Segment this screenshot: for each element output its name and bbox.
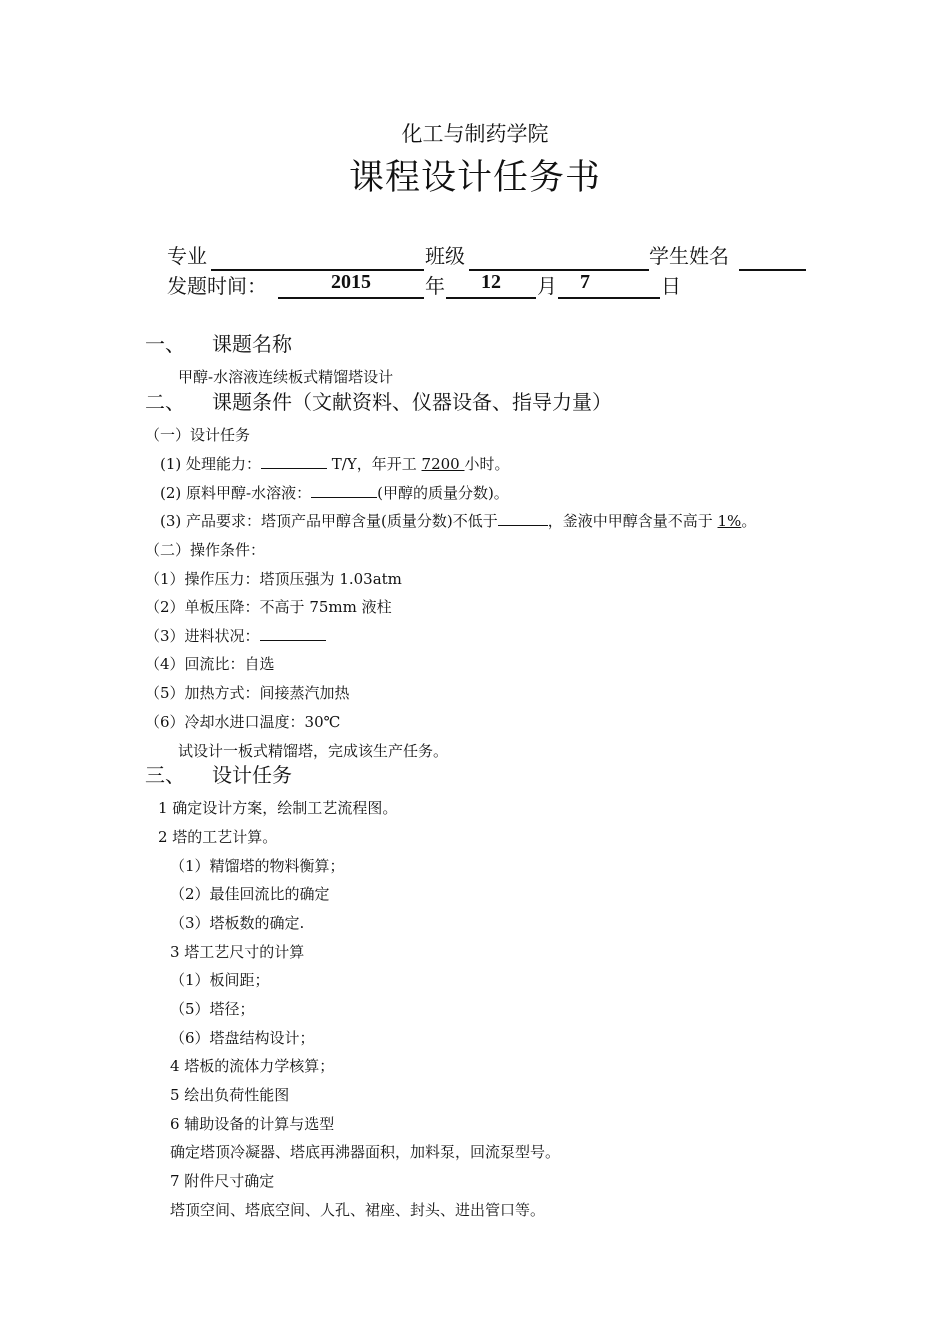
student-name-field[interactable] [739, 247, 806, 271]
item-feed-note: (甲醇的质量分数)。 [377, 484, 509, 502]
task-line: 6 辅助设备的计算与选型 [170, 1115, 335, 1133]
task-line: （1）板间距； [170, 971, 270, 989]
item-capacity-unit: T/Y，年开工 [327, 455, 422, 473]
item-product-label: (3) 产品要求：塔顶产品甲醇含量(质量分数)不低于 [160, 512, 498, 530]
condition-cooling-water: （6）冷却水进口温度：30℃ [145, 713, 341, 731]
capacity-blank[interactable] [261, 454, 327, 469]
item-product-suffix: 。 [741, 512, 757, 530]
class-field[interactable] [469, 247, 649, 271]
task-line: （2）最佳回流比的确定 [170, 885, 330, 903]
task-line: 4 塔板的流体力学核算； [170, 1057, 335, 1075]
item-product-mid: ，釜液中甲醇含量不高于 [547, 512, 718, 530]
student-name-label: 学生姓名 [649, 244, 729, 268]
day-value[interactable] [558, 271, 660, 299]
section2-number: 二、 [145, 390, 185, 414]
section1-heading: 课题名称 [212, 332, 292, 356]
bottoms-limit: 1% [717, 512, 742, 530]
subsection-design-task: （一）设计任务 [145, 426, 251, 444]
section1-number: 一、 [145, 332, 185, 356]
section3-heading: 设计任务 [212, 763, 292, 787]
task-line: （5）塔径； [170, 1000, 255, 1018]
condition-reflux: （4）回流比：自选 [145, 655, 275, 673]
item-capacity [160, 453, 510, 474]
item-feed-label: (2) 原料甲醇-水溶液： [160, 484, 312, 502]
task-line: （6）塔盘结构设计； [170, 1029, 315, 1047]
item-capacity-suffix: 小时。 [464, 455, 510, 473]
task-line: 7 附件尺寸确定 [170, 1172, 275, 1190]
task-line: 确定塔顶冷凝器、塔底再沸器面积，加料泵，回流泵型号。 [170, 1143, 561, 1161]
day-text: 7 [580, 271, 590, 293]
item-capacity-label: (1) 处理能力： [160, 455, 262, 473]
month-unit: 月 [537, 274, 557, 298]
month-value[interactable]: 12 [446, 271, 536, 299]
section1-text: 甲醇-水溶液连续板式精馏塔设计 [178, 368, 394, 386]
college-name: 化工与制药学院 [401, 122, 549, 146]
condition-feed-state [145, 625, 326, 646]
condition-feed-state-label: （3）进料状况： [145, 627, 260, 645]
task-line: 3 塔工艺尺寸的计算 [170, 943, 305, 961]
item-product [160, 510, 756, 531]
year-value[interactable]: 2015 [278, 271, 424, 299]
task-line: 5 绘出负荷性能图 [170, 1086, 290, 1104]
major-field[interactable] [211, 247, 424, 271]
day-unit: 日 [661, 274, 681, 298]
year-unit: 年 [425, 274, 445, 298]
task-line: 2 塔的工艺计算。 [158, 828, 278, 846]
task-line: 1 确定设计方案，绘制工艺流程图。 [158, 799, 398, 817]
task-line: 塔顶空间、塔底空间、人孔、裙座、封头、进出管口等。 [170, 1201, 546, 1219]
condition-heating: （5）加热方式：间接蒸汽加热 [145, 684, 350, 702]
feed-state-blank[interactable] [260, 626, 326, 641]
subsection-operating-conditions: （二）操作条件： [145, 541, 266, 559]
operating-hours: 7200 [421, 455, 465, 473]
section2-heading: 课题条件（文献资料、仪器设备、指导力量） [212, 390, 612, 414]
product-purity-blank[interactable] [498, 511, 548, 526]
item-feed [160, 482, 509, 503]
feed-blank[interactable] [311, 483, 377, 498]
section2-closing: 试设计一板式精馏塔，完成该生产任务。 [178, 742, 449, 760]
condition-pressure-drop: （2）单板压降：不高于 75mm 液柱 [145, 598, 392, 616]
task-line: （3）塔板数的确定. [170, 914, 305, 932]
document-title: 课程设计任务书 [348, 158, 601, 198]
section3-number: 三、 [145, 763, 185, 787]
class-label: 班级 [425, 244, 465, 268]
task-line: （1）精馏塔的物料衡算； [170, 857, 345, 875]
condition-pressure: （1）操作压力：塔顶压强为 1.03atm [145, 570, 402, 588]
major-label: 专业 [167, 244, 207, 268]
date-label: 发题时间： [167, 274, 267, 298]
